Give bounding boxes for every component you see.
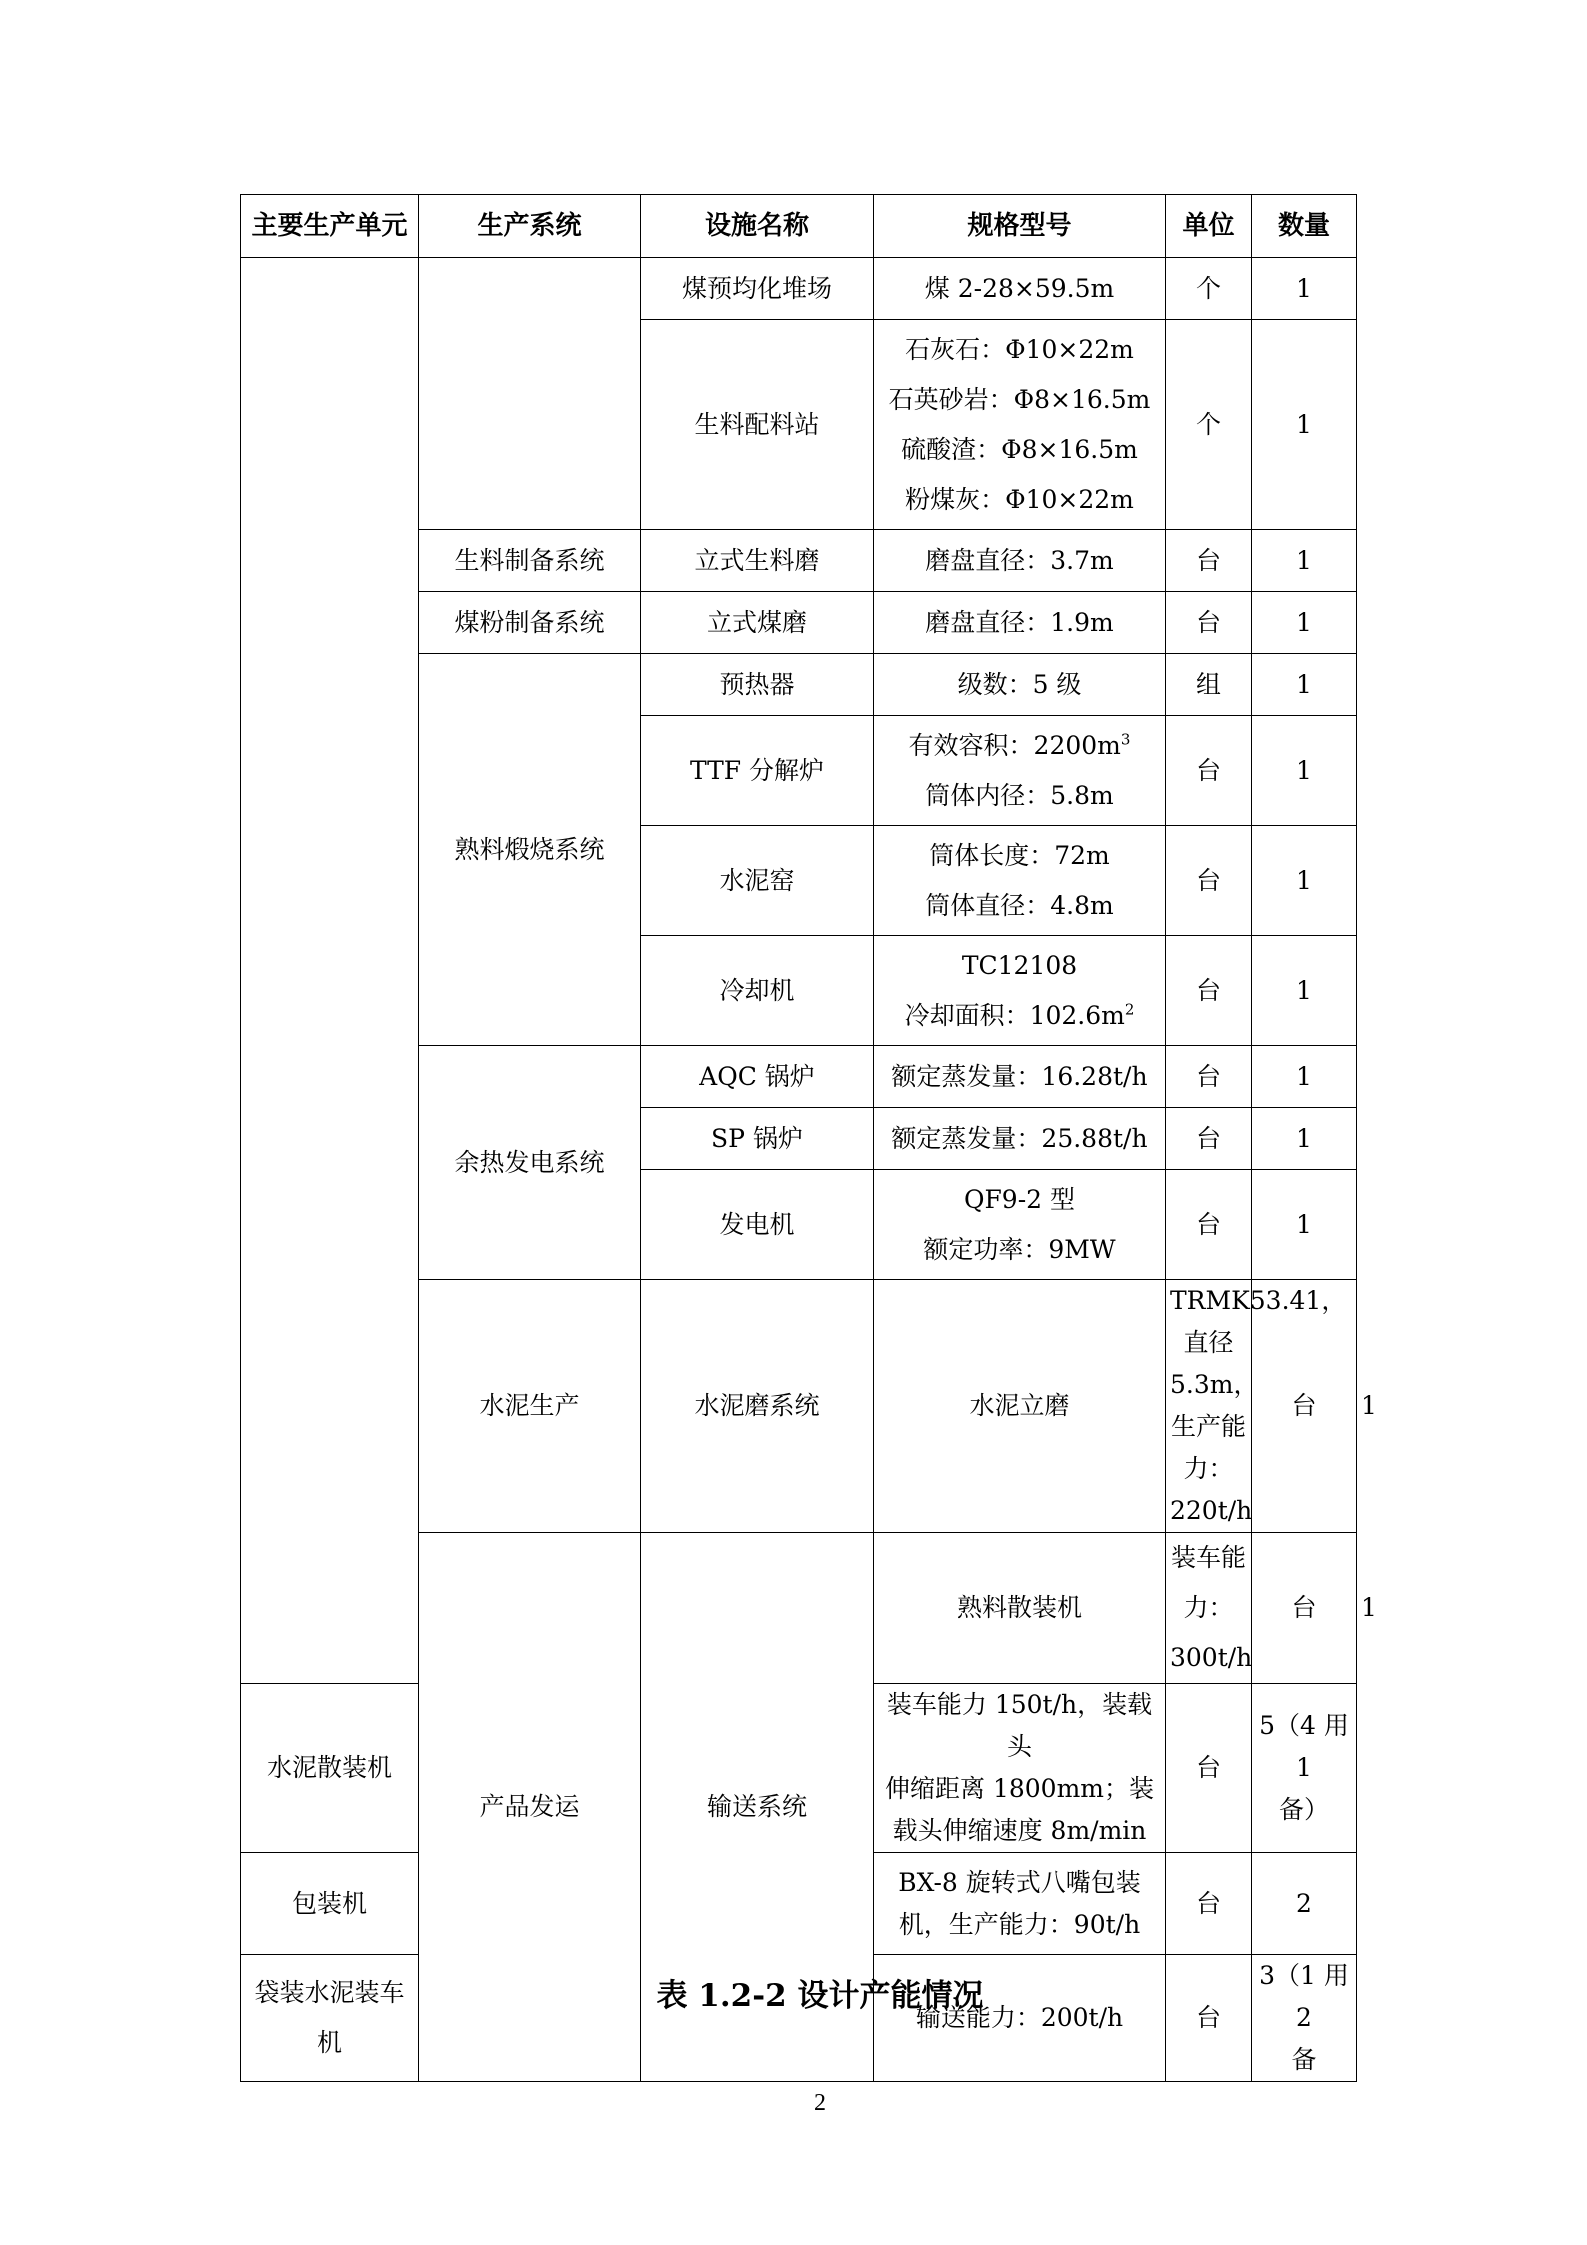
- facility-name-cell: 预热器: [641, 654, 874, 716]
- qty-cell: 1: [1252, 592, 1357, 654]
- system-cell: 输送系统: [641, 1533, 874, 2082]
- main-unit-cell-empty: [241, 258, 419, 1684]
- facility-name-cell: 生料配料站: [641, 320, 874, 530]
- facility-name-cell: 水泥散装机: [241, 1684, 419, 1853]
- qty-cell: 1: [1252, 826, 1357, 936]
- header-quantity: 数量: [1252, 195, 1357, 258]
- qty-cell: 1: [1252, 1170, 1357, 1280]
- facility-name-cell: 熟料散装机: [874, 1533, 1166, 1684]
- unit-cell: 台: [1166, 936, 1252, 1046]
- facility-name-cell: 袋装水泥装车机: [241, 1955, 419, 2082]
- unit-cell: 台: [1166, 716, 1252, 826]
- facility-name-cell: 煤预均化堆场: [641, 258, 874, 320]
- system-cell: 煤粉制备系统: [419, 592, 641, 654]
- spec-cell: QF9-2 型 额定功率：9MW: [874, 1170, 1166, 1280]
- facility-name-cell: 发电机: [641, 1170, 874, 1280]
- spec-cell: 额定蒸发量：16.28t/h: [874, 1046, 1166, 1108]
- system-cell: 生料制备系统: [419, 530, 641, 592]
- facility-name-cell: TTF 分解炉: [641, 716, 874, 826]
- qty-cell: 1: [1252, 530, 1357, 592]
- spec-cell: 磨盘直径：1.9m: [874, 592, 1166, 654]
- header-facility-name: 设施名称: [641, 195, 874, 258]
- header-specification: 规格型号: [874, 195, 1166, 258]
- system-cell: 水泥磨系统: [641, 1280, 874, 1533]
- facility-name-cell: 立式煤磨: [641, 592, 874, 654]
- unit-cell: 台: [1252, 1533, 1357, 1684]
- equipment-table: [240, 194, 1377, 2082]
- main-unit-cell: 水泥生产: [419, 1280, 641, 1533]
- main-unit-cell: 产品发运: [419, 1533, 641, 2082]
- unit-cell: 台: [1166, 1108, 1252, 1170]
- spec-cell: 有效容积：$2200m^3$ 筒体内径：5.8m: [874, 716, 1166, 826]
- page-number: 2: [814, 2090, 826, 2116]
- facility-name-cell: 立式生料磨: [641, 530, 874, 592]
- spec-cell: 装车能力 150t/h，装载头 伸缩距离 1800mm；装 载头伸缩速度 8m/min: [874, 1684, 1166, 1853]
- header-production-system: 生产系统: [419, 195, 641, 258]
- facility-name-cell: SP 锅炉: [641, 1108, 874, 1170]
- header-main-unit: 主要生产单元: [241, 195, 419, 258]
- qty-cell: 5（4 用 1 备）: [1252, 1684, 1357, 1853]
- unit-cell: 台: [1166, 1170, 1252, 1280]
- qty-cell: 1: [1252, 258, 1357, 320]
- qty-cell: 1: [1252, 1046, 1357, 1108]
- qty-cell: 1: [1252, 320, 1357, 530]
- spec-cell: 石灰石：Φ10×22m 石英砂岩：Φ8×16.5m 硫酸渣：Φ8×16.5m 粉煤灰：Φ10×22m: [874, 320, 1166, 530]
- spec-cell: TRMK53.41，直径 5.3m，生产能力：220t/h: [1166, 1280, 1252, 1533]
- qty-cell: 1: [1252, 716, 1357, 826]
- unit-cell: 台: [1166, 592, 1252, 654]
- unit-cell: 个: [1166, 320, 1252, 530]
- unit-cell: 台: [1252, 1280, 1357, 1533]
- unit-cell: 台: [1166, 1955, 1252, 2082]
- table-header-row: [241, 195, 1357, 258]
- facility-name-cell: 包装机: [241, 1853, 419, 1955]
- system-cell: 熟料煅烧系统: [419, 654, 641, 1046]
- unit-cell: 台: [1166, 826, 1252, 936]
- table-row: [241, 258, 1357, 320]
- qty-cell: 3（1 用 2 备: [1252, 1955, 1357, 2082]
- spec-cell: 额定蒸发量：25.88t/h: [874, 1108, 1166, 1170]
- spec-cell: 级数：5 级: [874, 654, 1166, 716]
- facility-name-cell: 冷却机: [641, 936, 874, 1046]
- unit-cell: 台: [1166, 1684, 1252, 1853]
- facility-name-cell: AQC 锅炉: [641, 1046, 874, 1108]
- qty-cell: 1: [1252, 1108, 1357, 1170]
- table-row: 水泥生产 水泥磨系统 水泥立磨 TRMK53.41，直径 5.3m，生产能力：220t/h 台 1: [241, 1280, 1357, 1533]
- qty-cell: 2: [1252, 1853, 1357, 1955]
- spec-cell: 输送能力：200t/h: [874, 1955, 1166, 2082]
- facility-name-cell: 水泥立磨: [874, 1280, 1166, 1533]
- table-row: 产品发运 输送系统 熟料散装机 装车能力：300t/h 台 1: [241, 1533, 1357, 1684]
- spec-cell: 煤 2-28×59.5m: [874, 258, 1166, 320]
- spec-cell: 装车能力：300t/h: [1166, 1533, 1252, 1684]
- qty-cell: 1: [1252, 936, 1357, 1046]
- spec-cell: TC12108 冷却面积：$102.6m^2$: [874, 936, 1166, 1046]
- system-cell: 余热发电系统: [419, 1046, 641, 1280]
- unit-cell: 个: [1166, 258, 1252, 320]
- facility-name-cell: 水泥窑: [641, 826, 874, 936]
- spec-cell: 筒体长度：72m 筒体直径：4.8m: [874, 826, 1166, 936]
- unit-cell: 组: [1166, 654, 1252, 716]
- spec-cell: 磨盘直径：3.7m: [874, 530, 1166, 592]
- unit-cell: 台: [1166, 530, 1252, 592]
- unit-cell: 台: [1166, 1046, 1252, 1108]
- spec-cell: BX-8 旋转式八嘴包装 机，生产能力：90t/h: [874, 1853, 1166, 1955]
- qty-cell: 1: [1252, 654, 1357, 716]
- table-caption: 表 1.2-2 设计产能情况: [656, 1978, 984, 2014]
- header-unit: 单位: [1166, 195, 1252, 258]
- system-cell-empty: [419, 258, 641, 530]
- unit-cell: 台: [1166, 1853, 1252, 1955]
